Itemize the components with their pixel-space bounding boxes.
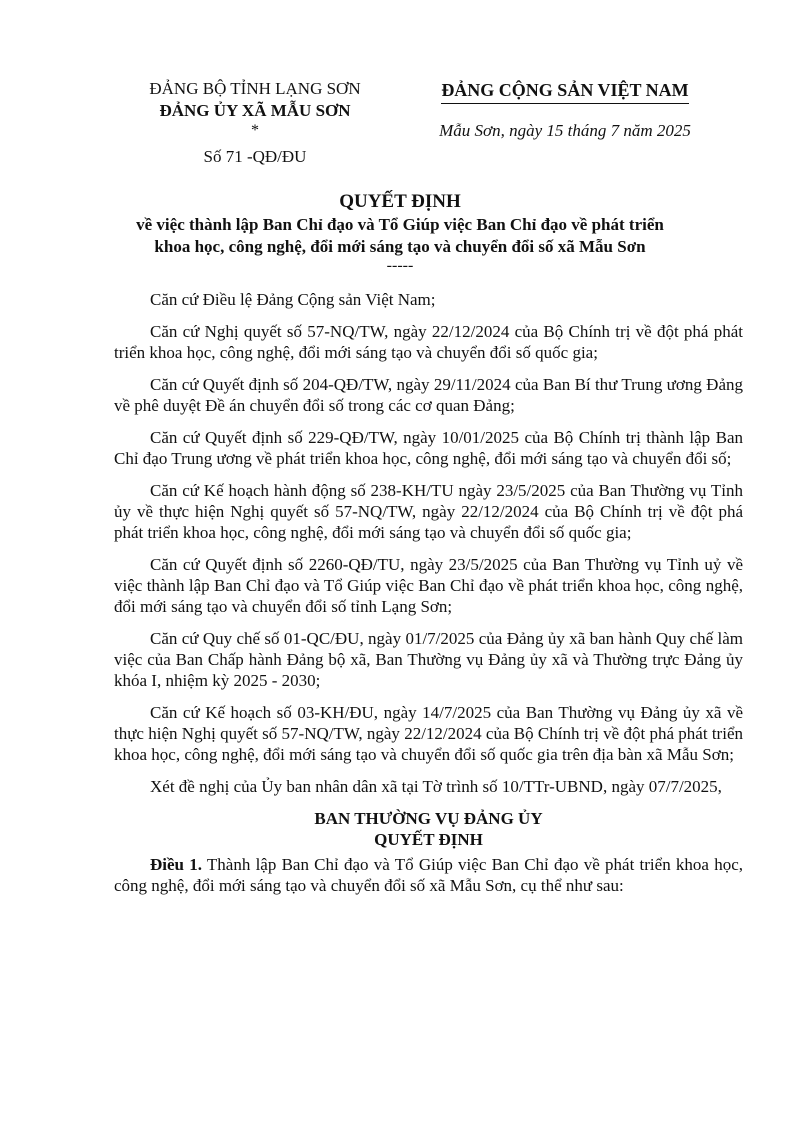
separator-star: * <box>251 122 259 139</box>
place-and-date: Mẫu Sơn, ngày 15 tháng 7 năm 2025 <box>439 121 691 140</box>
legal-basis-paragraph: Căn cứ Điều lệ Đảng Cộng sản Việt Nam; <box>150 290 436 309</box>
article-1-paragraph <box>114 854 743 896</box>
party-name: ĐẢNG CỘNG SẢN VIỆT NAM <box>441 78 688 104</box>
document-subject-line-1: về việc thành lập Ban Chỉ đạo và Tổ Giúp việc Ban Chỉ đạo về phát triển <box>136 215 664 234</box>
issuing-authority-block <box>120 78 390 168</box>
proposal-paragraph: Xét đề nghị của Ủy ban nhân dân xã tại Tờ trình số 10/TTr-UBND, ngày 07/7/2025, <box>150 777 722 796</box>
decision-heading: QUYẾT ĐỊNH <box>374 830 483 849</box>
document-number: Số 71 -QĐ/ĐU <box>203 147 307 166</box>
national-header-block <box>410 78 720 142</box>
province-committee-name: ĐẢNG BỘ TỈNH LẠNG SƠN <box>149 79 361 98</box>
legal-basis-paragraph: Căn cứ Kế hoạch hành động số 238-KH/TU ngày 23/5/2025 của Ban Thường vụ Tỉnh ủy về thực hiện Nghị quyết số 57-NQ/TW, ngày 22/12/2024 của Bộ Chính trị về đột phá phát triển khoa học, công nghệ, đổi mới sáng tạo và chuyển đổi số quốc gia; <box>114 481 743 542</box>
document-type: QUYẾT ĐỊNH <box>339 191 461 212</box>
deciding-body: BAN THƯỜNG VỤ ĐẢNG ỦY <box>314 809 543 828</box>
document-body <box>114 289 743 907</box>
legal-basis-paragraph: Căn cứ Nghị quyết số 57-NQ/TW, ngày 22/12/2024 của Bộ Chính trị về đột phá phát triển khoa học, công nghệ, đổi mới sáng tạo và chuyển đổi số quốc gia; <box>114 322 743 362</box>
legal-basis-paragraph: Căn cứ Quyết định số 204-QĐ/TW, ngày 29/11/2024 của Ban Bí thư Trung ương Đảng về phê duyệt Đề án chuyển đổi số trong các cơ quan Đảng; <box>114 375 743 415</box>
article-1-text: Thành lập Ban Chỉ đạo và Tổ Giúp việc Ban Chỉ đạo về phát triển khoa học, công nghệ, đổi mới sáng tạo và chuyển đổi số xã Mẫu Sơn, cụ thể như sau: <box>114 855 743 895</box>
article-1-label: Điều 1. <box>150 855 202 874</box>
legal-basis-paragraph: Căn cứ Quy chế số 01-QC/ĐU, ngày 01/7/2025 của Đảng ủy xã ban hành Quy chế làm việc của Ban Chấp hành Đảng bộ xã, Ban Thường vụ Đảng ủy xã và Thường trực Đảng ủy khóa I, nhiệm kỳ 2025 - 2030; <box>114 629 743 690</box>
legal-basis-paragraph: Căn cứ Quyết định số 229-QĐ/TW, ngày 10/01/2025 của Bộ Chính trị thành lập Ban Chỉ đạo Trung ương về phát triển khoa học, công nghệ, đổi mới sáng tạo và chuyển đổi số; <box>114 428 743 468</box>
document-subject-line-2: khoa học, công nghệ, đổi mới sáng tạo và chuyển đổi số xã Mẫu Sơn <box>154 237 646 256</box>
legal-basis-paragraph: Căn cứ Kế hoạch số 03-KH/ĐU, ngày 14/7/2025 của Ban Thường vụ Đảng ủy xã về thực hiện Nghị quyết số 57-NQ/TW, ngày 22/12/2024 của Bộ Chính trị về đột phá phát triển khoa học, công nghệ, đổi mới sáng tạo và chuyển đổi số quốc gia trên địa bàn xã Mẫu Sơn; <box>114 703 743 764</box>
legal-basis-paragraph: Căn cứ Quyết định số 2260-QĐ/TU, ngày 23/5/2025 của Ban Thường vụ Tỉnh uỷ về việc thành lập Ban Chỉ đạo và Tổ Giúp việc Ban Chỉ đạo về phát triển khoa học, công nghệ, đổi mới sáng tạo và chuyển đổi số tỉnh Lạng Sơn; <box>114 555 743 616</box>
title-separator: ----- <box>386 257 414 274</box>
commune-committee-name: ĐẢNG ỦY XÃ MẪU SƠN <box>159 101 351 120</box>
document-title-block <box>100 190 700 274</box>
